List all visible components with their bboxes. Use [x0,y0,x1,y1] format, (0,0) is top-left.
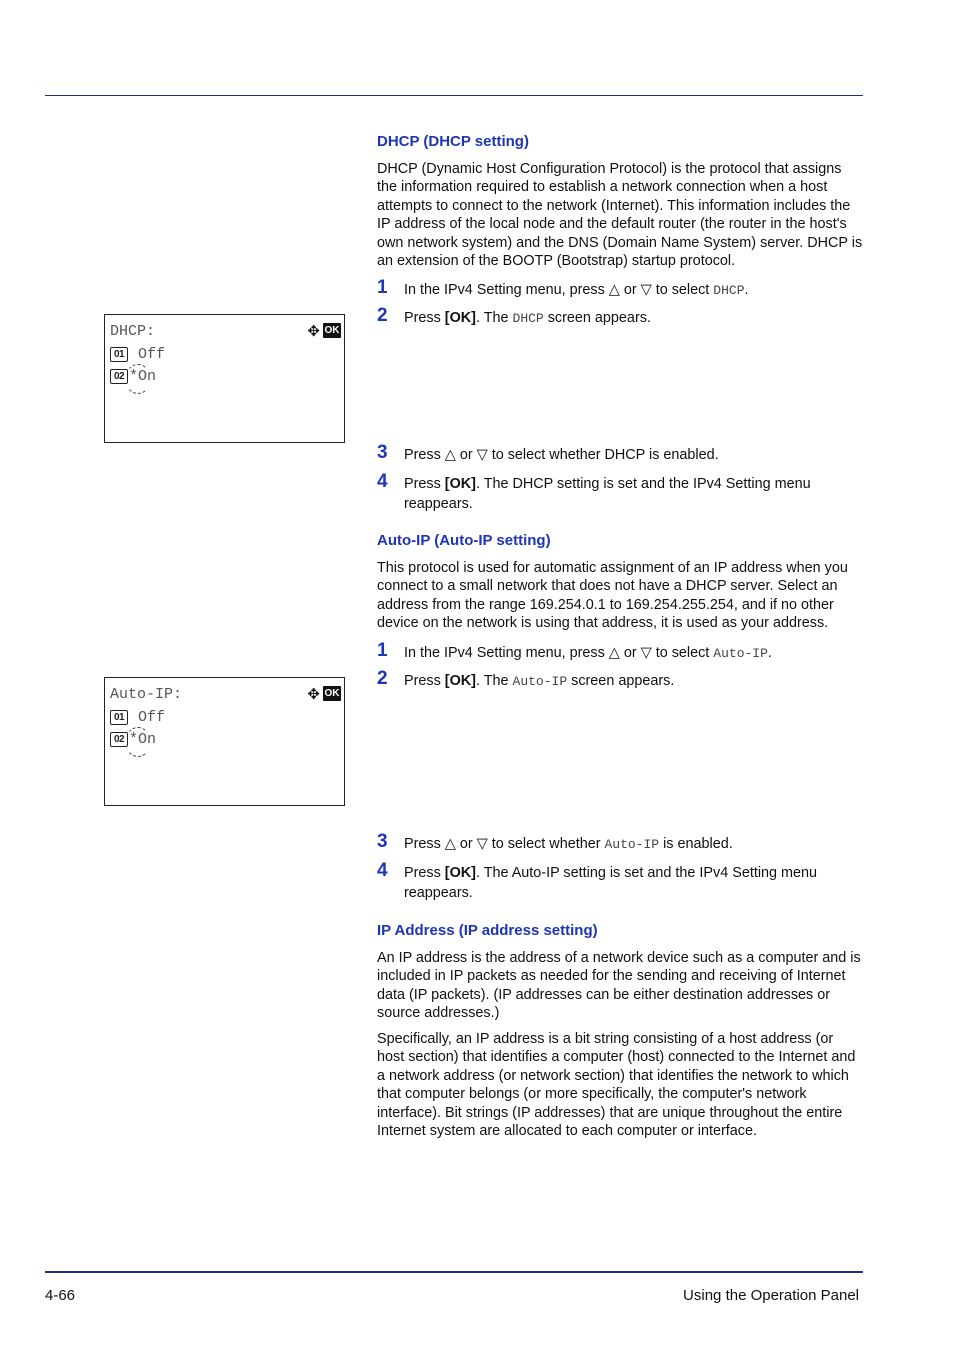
cursor-indicator [125,727,151,757]
ok-icon: OK [324,325,340,336]
step-number: 2 [377,668,388,689]
step-number: 4 [377,860,388,881]
autoip-screen-panel [104,677,345,806]
ok-icon: OK [324,688,340,699]
nav-arrows-icon: ✥ [307,685,320,703]
step-number: 4 [377,471,388,492]
page-number: 4-66 [45,1287,76,1304]
step-number: 2 [377,305,388,326]
option-off: 01 Off [110,346,165,363]
top-rule [45,95,863,96]
step-number: 1 [377,640,388,661]
cursor-indicator [125,364,151,394]
step-number: 3 [377,831,388,852]
ipaddress-heading: IP Address (IP address setting) [377,922,598,939]
option-on: 02 *On [110,368,156,385]
ipaddress-body-2: Specifically, an IP address is a bit string consisting of a host address (or host section) that identifies a computer (host) connected to the Internet and a network address (or network section) that identifies the network to which that computer belongs (or more specifically, the computer's network interface). Bit strings (IP addresses) that are unique throughout the entire Internet system are allocated to each computer or interface. [377,1031,856,1140]
ok-key: [OK] [444,673,476,689]
nav-arrows-icon: ✥ [307,322,320,340]
footer-section-title: Using the Operation Panel [683,1287,859,1304]
step-number: 1 [377,277,388,298]
screen-title: DHCP: [110,323,156,340]
ipaddress-body-1: An IP address is the address of a network device such as a computer and is included in IP packets as needed for the sending and receiving of Internet data (IP packets). (IP addresses can be either destination addresses or source addresses.) [377,950,861,1022]
autoip-heading: Auto-IP (Auto-IP setting) [377,532,551,549]
autoip-body: This protocol is used for automatic assignment of an IP address when you connect to a small network that does not have a DHCP server. Select an address from the range 169.254.0.1 to 169.254.255.254, and if no other device on the network is using that address, it is used as your address. [377,560,848,632]
dhcp-heading: DHCP (DHCP setting) [377,133,529,150]
option-on: 02 *On [110,731,156,748]
dhcp-screen-panel [104,314,345,443]
screen-title: Auto-IP: [110,686,183,703]
ok-key: [OK] [444,865,476,881]
dhcp-body: DHCP (Dynamic Host Configuration Protocol) is the protocol that assigns the information required to establish a network connection when a host attempts to connect to the network (Internet). This information includes the IP address of the local node and the default router (the router in the host's own network system) and the DNS (Domain Name System) server. DHCP is an extension of the BOOTP (Bootstrap) startup protocol. [377,161,863,270]
step-number: 3 [377,442,388,463]
ok-key: [OK] [444,476,476,492]
option-off: 01 Off [110,709,165,726]
ok-key: [OK] [444,310,476,326]
bottom-rule [45,1271,863,1273]
